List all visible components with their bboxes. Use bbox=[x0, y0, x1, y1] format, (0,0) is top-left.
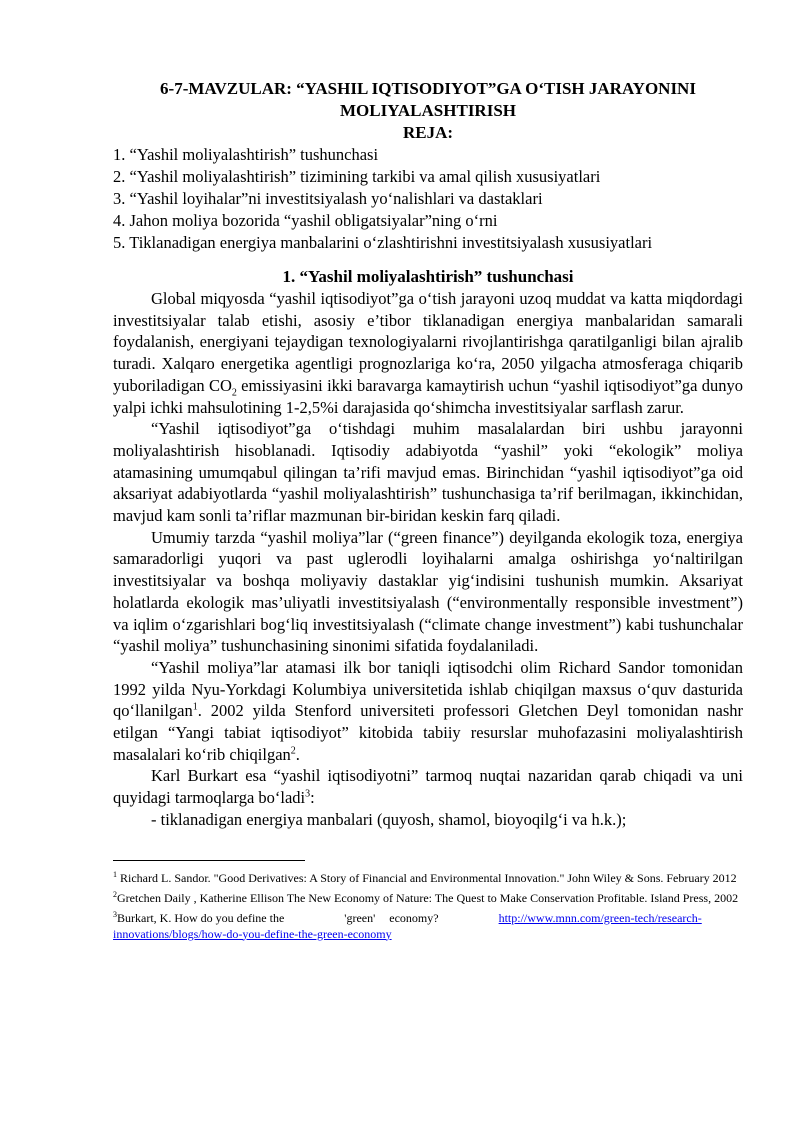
plan-item: 2. “Yashil moliyalashtirish” tizimining tarkibi va amal qilish xususiyatlari bbox=[113, 167, 601, 186]
plan-item: 4. Jahon moliya bozorida “yashil obligatsiyalar”ning o‘rni bbox=[113, 211, 498, 230]
co2-subscript: 2 bbox=[231, 387, 237, 399]
paragraph-4-text: “Yashil moliya”lar atamasi ilk bor taniqli iqtisodchi olim Richard Sandor tomonidan 1992 yilda Nyu-Yorkdagi Kolumbiya universitetida ishlab chiqilgan maxsus o‘quv dasturida qo‘llanilgan bbox=[113, 657, 743, 721]
paragraph-4-text-end: . bbox=[295, 744, 300, 764]
plan-item: 5. Tiklanadigan energiya manbalarini o‘zlashtirishni investitsiyalash xususiyatlari bbox=[113, 233, 653, 252]
footnote-text-quoted: 'green' bbox=[344, 910, 376, 925]
paragraph-3: Umumiy tarzda “yashil moliya”lar (“green finance”) deyilganda ekologik toza, energiya samaradorligi yuqori va past uglerodli loyihalarni amalga oshirishga yo‘naltirilgan investitsiyalar va boshqa moliyaviy dastaklar yig‘indisini tushunish mumkin. Aksariyat holatlarda ekologik mas’uliyatli investitsiyalash (“environmentally responsible investment”) va iqlim o‘zgarishlari bog‘liq investitsiyalash (“climate change investment”) kabi tushunchalar “yashil moliya” tushunchasining sinonimi sifatida foydalaniladi. bbox=[113, 527, 743, 656]
paragraph-5-text: Karl Burkart esa “yashil iqtisodiyotni” tarmoq nuqtai nazaridan qarab chiqadi va uni quyidagi tarmoqlarga bo‘ladi bbox=[113, 766, 743, 808]
footnote-2 bbox=[113, 887, 743, 906]
footnotes bbox=[113, 867, 743, 942]
paragraph-1 bbox=[113, 288, 743, 418]
paragraph-4 bbox=[113, 657, 743, 766]
footnote-ref-3[interactable]: 3 bbox=[305, 788, 311, 800]
section-heading: 1. “Yashil moliyalashtirish” tushunchasi bbox=[282, 267, 574, 286]
footnote-link-cont[interactable]: innovations/blogs/how-do-you-define-the-green-economy bbox=[113, 926, 392, 941]
footnote-ref-2[interactable]: 2 bbox=[290, 745, 296, 757]
footnote-text-end: economy? bbox=[389, 910, 439, 925]
footnote-link[interactable]: http://www.mnn.com/green-tech/research- bbox=[498, 910, 702, 925]
paragraph-1-text-cont: emissiyasini ikki baravarga kamaytirish uchun “yashil iqtisodiyot”ga dunyo yalpi ichki mahsulotining 1-2,5%i darajasida qo‘shimcha investitsiyalar sarflash zarur. bbox=[113, 375, 743, 417]
title-line-1: 6-7-MAVZULAR: “YASHIL IQTISODIYOT”GA O‘TISH JARAYONINI bbox=[160, 79, 696, 98]
plan-item: 1. “Yashil moliyalashtirish” tushunchasi bbox=[113, 145, 379, 164]
plan-item: 3. “Yashil loyihalar”ni investitsiyalash yo‘nalishlari va dastaklari bbox=[113, 189, 543, 208]
paragraph-1-text: Global miqyosda “yashil iqtisodiyot”ga o‘tish jarayoni uzoq muddat va katta miqdordagi investitsiyalar talab etishi, asosiy e’tibor tiklanadigan energiya manbalaridan samarali foydalanish, energiyani tejaydigan texnologiyalarni rivojlantirishga qaratilganligi bilan ajralib turadi. Xalqaro energetika agentligi prognozlariga ko‘ra, 2050 yilgacha atmosferaga chiqarib yuboriladigan CO bbox=[113, 289, 743, 395]
document-title bbox=[113, 78, 743, 144]
footnote-number: 2 bbox=[113, 889, 117, 899]
footnote-3 bbox=[113, 907, 743, 942]
footnote-ref-1[interactable]: 1 bbox=[192, 701, 198, 713]
paragraph-5 bbox=[113, 765, 743, 808]
paragraph-4-text-cont: . 2002 yilda Stenford universiteti professori Gletchen Deyl tomonidan nashr etilgan “Yangi tabiat iqtisodiyot” kitobida tabiiy resurslar muhofazasini moliyalashtirish masalalari ko‘rib chiqilgan bbox=[113, 701, 743, 764]
title-line-2: MOLIYALASHTIRISH bbox=[339, 101, 517, 120]
plan-label: REJA: bbox=[402, 123, 454, 142]
footnote-text: Richard L. Sandor. "Good Derivatives: A Story of Financial and Environmental Innovation." John Wiley & Sons. February 2012 bbox=[117, 870, 737, 885]
footnote-divider bbox=[113, 860, 305, 861]
paragraph-5-text-end: : bbox=[310, 788, 315, 808]
paragraph-2: “Yashil iqtisodiyot”ga o‘tishdagi muhim masalalardan biri ushbu jarayonni moliyalashtirish hisoblanadi. Iqtisodiy adabiyotda “yashil” yoki “ekologik” moliya atamasining umumqabul qilingan ta’rifi mavjud emas. Birinchidan “yashil iqtisodiyot”ga oid aksariyat adabiyotlarda “yashil moliyalashtirish” tushunchasiga ta’rif berilmagan, ikkinchidan, mavjud kam sonli ta’riflar mazmunan bir-biridan keskin farq qiladi. bbox=[113, 419, 743, 526]
footnote-text: Gretchen Daily , Katherine Ellison The New Economy of Nature: The Quest to Make Conservation Profitable. Island Press, 2002 bbox=[117, 890, 739, 905]
footnote-number: 1 bbox=[113, 869, 117, 879]
footnote-text: Burkart, K. How do you define the bbox=[117, 910, 285, 925]
plan-list bbox=[113, 144, 743, 254]
footnote-1 bbox=[113, 867, 743, 886]
dash-list-item: - tiklanadigan energiya manbalari (quyosh, shamol, bioyoqilg‘i va h.k.); bbox=[151, 809, 627, 829]
footnote-number: 3 bbox=[113, 909, 117, 919]
